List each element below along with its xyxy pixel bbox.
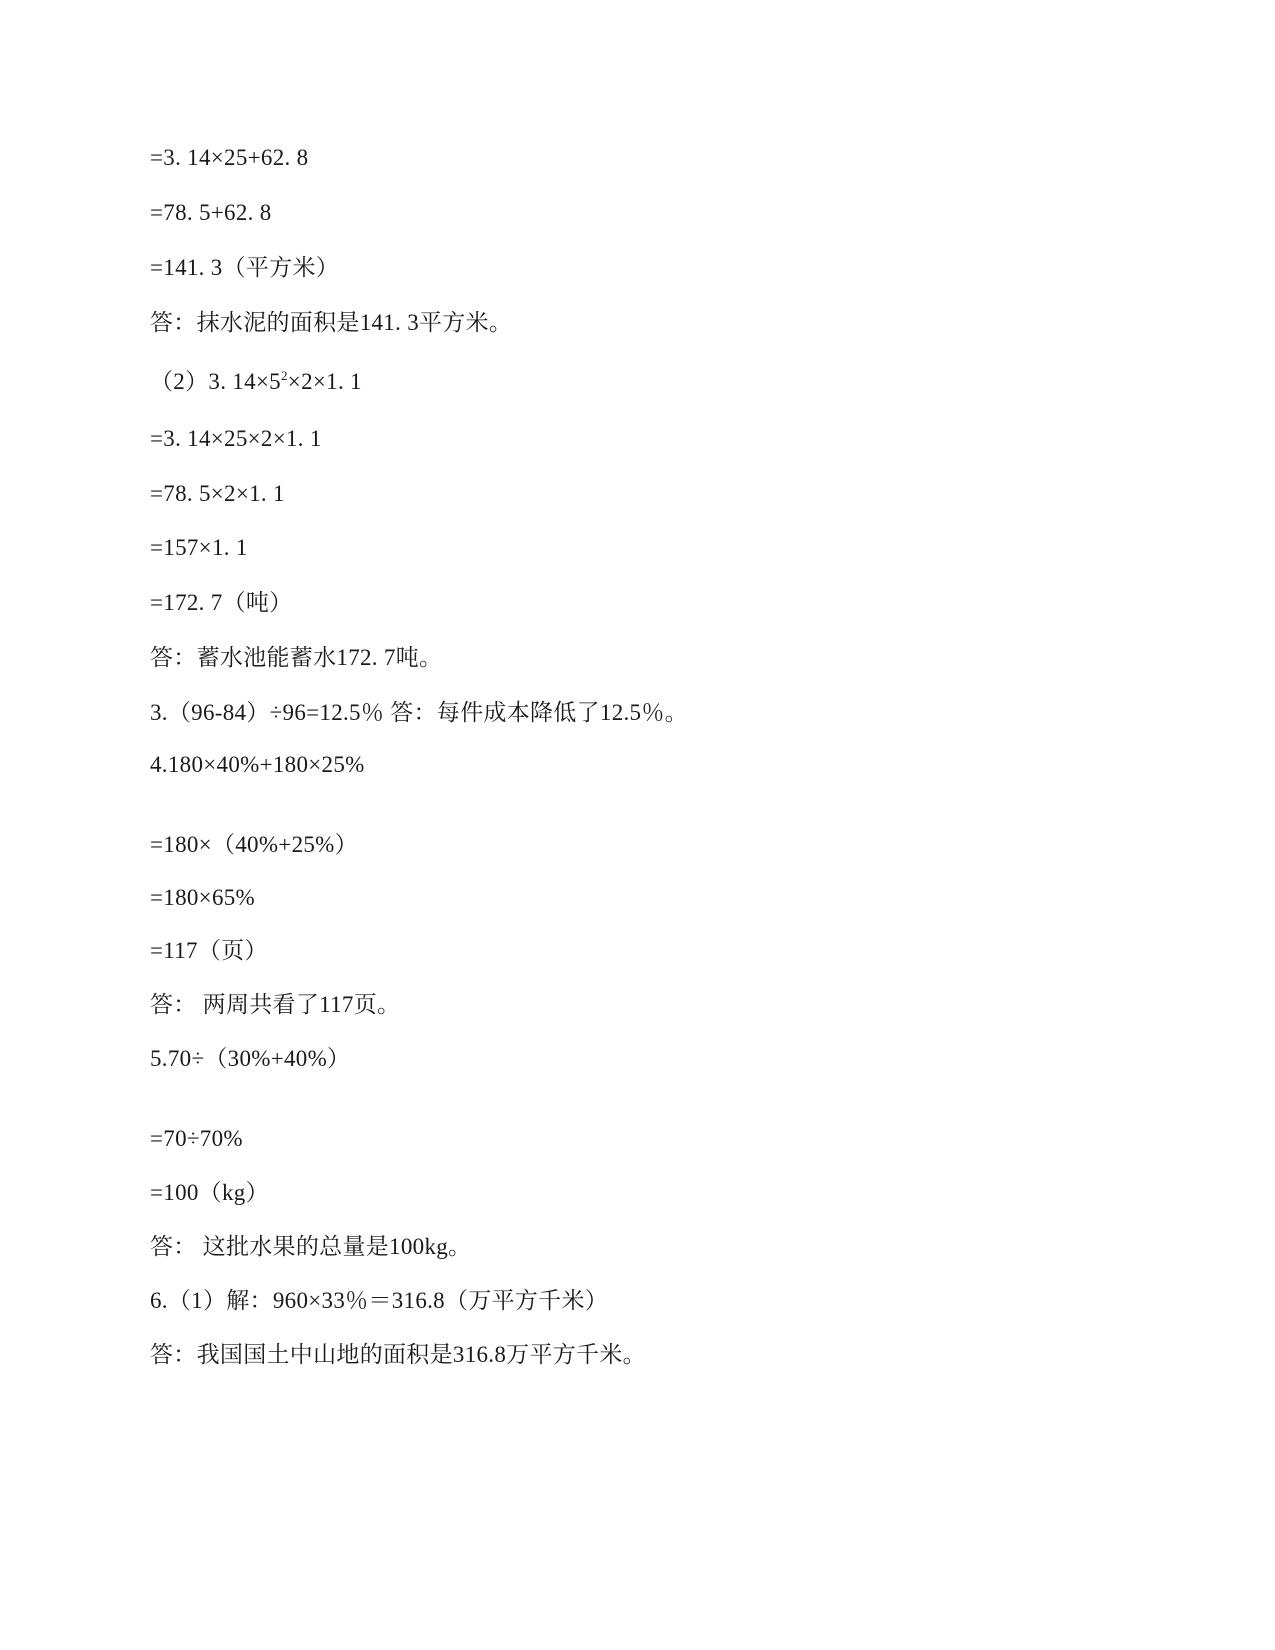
calc-line-10: =117（页）: [150, 938, 268, 963]
calc-line-4: =3. 14×25×2×1. 1: [150, 426, 322, 451]
formula-part2-exponent: 2: [280, 368, 288, 383]
formula-line-part2: [150, 367, 362, 397]
calc-line-12: =100（kg）: [150, 1180, 269, 1205]
formula-part2-before: （2）3. 14×5: [150, 369, 281, 394]
calc-line-3: =141. 3（平方米）: [150, 255, 340, 280]
answer-line-1: 答：抹水泥的面积是141. 3平方米。: [150, 310, 513, 335]
problem-5-line: 5.70÷（30%+40%）: [150, 1046, 351, 1071]
calc-line-1: =3. 14×25+62. 8: [150, 145, 309, 170]
problem-6-line: 6.（1）解：960×33％＝316.8（万平方千米）: [150, 1288, 609, 1313]
calc-line-7: =172. 7（吨）: [150, 590, 293, 615]
calc-line-2: =78. 5+62. 8: [150, 200, 272, 225]
formula-part2-after: ×2×1. 1: [287, 369, 362, 394]
problem-3-line: 3.（96-84）÷96=12.5％ 答：每件成本降低了12.5％。: [150, 700, 688, 725]
calc-line-8: =180×（40%+25%）: [150, 832, 358, 857]
answer-line-2: 答：蓄水池能蓄水172. 7吨。: [150, 645, 443, 670]
problem-4-line: 4.180×40%+180×25%: [150, 752, 365, 777]
answer-line-5: 答：我国国土中山地的面积是316.8万平方千米。: [150, 1342, 646, 1367]
calc-line-11: =70÷70%: [150, 1126, 243, 1151]
answer-line-3: 答： 两周共看了117页。: [150, 992, 401, 1017]
calc-line-9: =180×65%: [150, 885, 256, 910]
calc-line-5: =78. 5×2×1. 1: [150, 481, 285, 506]
answer-line-4: 答： 这批水果的总量是100kg。: [150, 1234, 472, 1259]
calc-line-6: =157×1. 1: [150, 535, 248, 560]
